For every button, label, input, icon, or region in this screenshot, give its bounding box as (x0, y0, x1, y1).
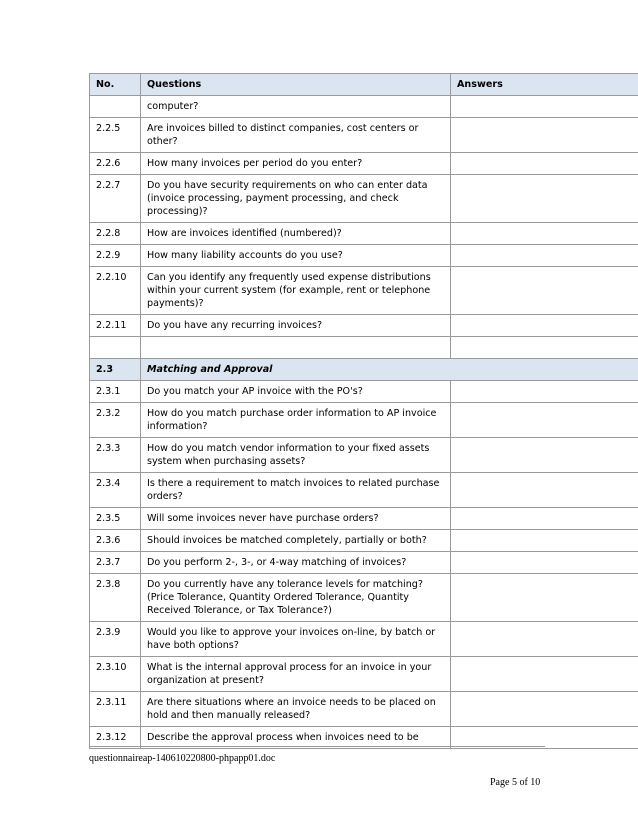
table-row (90, 381, 638, 403)
row-answer[interactable] (451, 223, 638, 245)
row-question: Can you identify any frequently used expense distributions within your current system (for example, rent or telephone payments)? (141, 267, 451, 315)
row-question: How do you match purchase order information to AP invoice information? (141, 403, 451, 438)
row-answer[interactable] (451, 692, 638, 727)
row-number: 2.3.9 (90, 622, 141, 657)
row-answer[interactable] (451, 381, 638, 403)
table-row (90, 118, 638, 153)
row-number: 2.3.5 (90, 508, 141, 530)
row-question: Do you have any recurring invoices? (141, 315, 451, 337)
row-question: Do you have security requirements on who can enter data (invoice processing, payment processing, and check processing)? (141, 175, 451, 223)
row-number: 2.2.10 (90, 267, 141, 315)
row-number: 2.3.3 (90, 438, 141, 473)
header-no: No. (90, 74, 141, 96)
section-row (90, 359, 638, 381)
row-number: 2.2.9 (90, 245, 141, 267)
row-question: Do you match your AP invoice with the PO's? (141, 381, 451, 403)
table-row (90, 438, 638, 473)
row-question (141, 337, 451, 359)
table-row (90, 508, 638, 530)
footer-filename: questionnaireap-140610220800-phpapp01.doc (89, 753, 276, 764)
row-answer[interactable] (451, 657, 638, 692)
row-question: Is there a requirement to match invoices to related purchase orders? (141, 473, 451, 508)
row-question: Are invoices billed to distinct companies, cost centers or other? (141, 118, 451, 153)
row-answer[interactable] (451, 530, 638, 552)
row-number: 2.3.6 (90, 530, 141, 552)
row-answer[interactable] (451, 337, 638, 359)
row-number: 2.3.12 (90, 727, 141, 749)
row-answer[interactable] (451, 175, 638, 223)
table-row (90, 622, 638, 657)
questionnaire-table (89, 73, 638, 749)
row-answer[interactable] (451, 552, 638, 574)
table-row (90, 403, 638, 438)
header-questions: Questions (141, 74, 451, 96)
row-answer[interactable] (451, 153, 638, 175)
row-number: 2.2.7 (90, 175, 141, 223)
row-answer[interactable] (451, 315, 638, 337)
table-row (90, 153, 638, 175)
table-row (90, 574, 638, 622)
table-row (90, 552, 638, 574)
row-question: Will some invoices never have purchase orders? (141, 508, 451, 530)
row-question: Would you like to approve your invoices on-line, by batch or have both options? (141, 622, 451, 657)
row-answer[interactable] (451, 622, 638, 657)
table-row (90, 223, 638, 245)
row-answer[interactable] (451, 508, 638, 530)
table-row (90, 692, 638, 727)
table-row (90, 657, 638, 692)
row-number: 2.3.8 (90, 574, 141, 622)
row-answer[interactable] (451, 245, 638, 267)
row-number: 2.3.10 (90, 657, 141, 692)
row-question: Are there situations where an invoice needs to be placed on hold and then manually released? (141, 692, 451, 727)
row-number: 2.3.11 (90, 692, 141, 727)
row-question: How many invoices per period do you enter? (141, 153, 451, 175)
row-answer[interactable] (451, 403, 638, 438)
row-number: 2.2.5 (90, 118, 141, 153)
row-number: 2.3.7 (90, 552, 141, 574)
row-number (90, 337, 141, 359)
table-row (90, 245, 638, 267)
row-question: Do you currently have any tolerance levels for matching? (Price Tolerance, Quantity Ordered Tolerance, Quantity Received Tolerance, or Tax Tolerance?) (141, 574, 451, 622)
table-row (90, 473, 638, 508)
section-title: Matching and Approval (141, 359, 638, 381)
table-row (90, 96, 638, 118)
row-answer[interactable] (451, 574, 638, 622)
table-row (90, 315, 638, 337)
footer-page-number: Page 5 of 10 (490, 777, 541, 788)
row-number: 2.3.4 (90, 473, 141, 508)
row-question: Should invoices be matched completely, partially or both? (141, 530, 451, 552)
row-question: computer? (141, 96, 451, 118)
row-number: 2.3.2 (90, 403, 141, 438)
row-number: 2.3.1 (90, 381, 141, 403)
row-answer[interactable] (451, 96, 638, 118)
header-answers: Answers (451, 74, 638, 96)
row-number: 2.2.6 (90, 153, 141, 175)
row-number: 2.2.11 (90, 315, 141, 337)
table-header-row (90, 74, 638, 96)
row-question: What is the internal approval process for an invoice in your organization at present? (141, 657, 451, 692)
section-number: 2.3 (90, 359, 141, 381)
footer-divider (89, 746, 545, 747)
table-row (90, 267, 638, 315)
row-number: 2.2.8 (90, 223, 141, 245)
row-number (90, 96, 141, 118)
row-question: How do you match vendor information to your fixed assets system when purchasing assets? (141, 438, 451, 473)
row-answer[interactable] (451, 473, 638, 508)
row-question: Describe the approval process when invoices need to be (141, 727, 451, 749)
row-answer[interactable] (451, 118, 638, 153)
row-question: Do you perform 2-, 3-, or 4-way matching of invoices? (141, 552, 451, 574)
row-answer[interactable] (451, 267, 638, 315)
row-question: How many liability accounts do you use? (141, 245, 451, 267)
row-answer[interactable] (451, 438, 638, 473)
table-row (90, 175, 638, 223)
table-row-empty (90, 337, 638, 359)
table-row (90, 530, 638, 552)
row-question: How are invoices identified (numbered)? (141, 223, 451, 245)
